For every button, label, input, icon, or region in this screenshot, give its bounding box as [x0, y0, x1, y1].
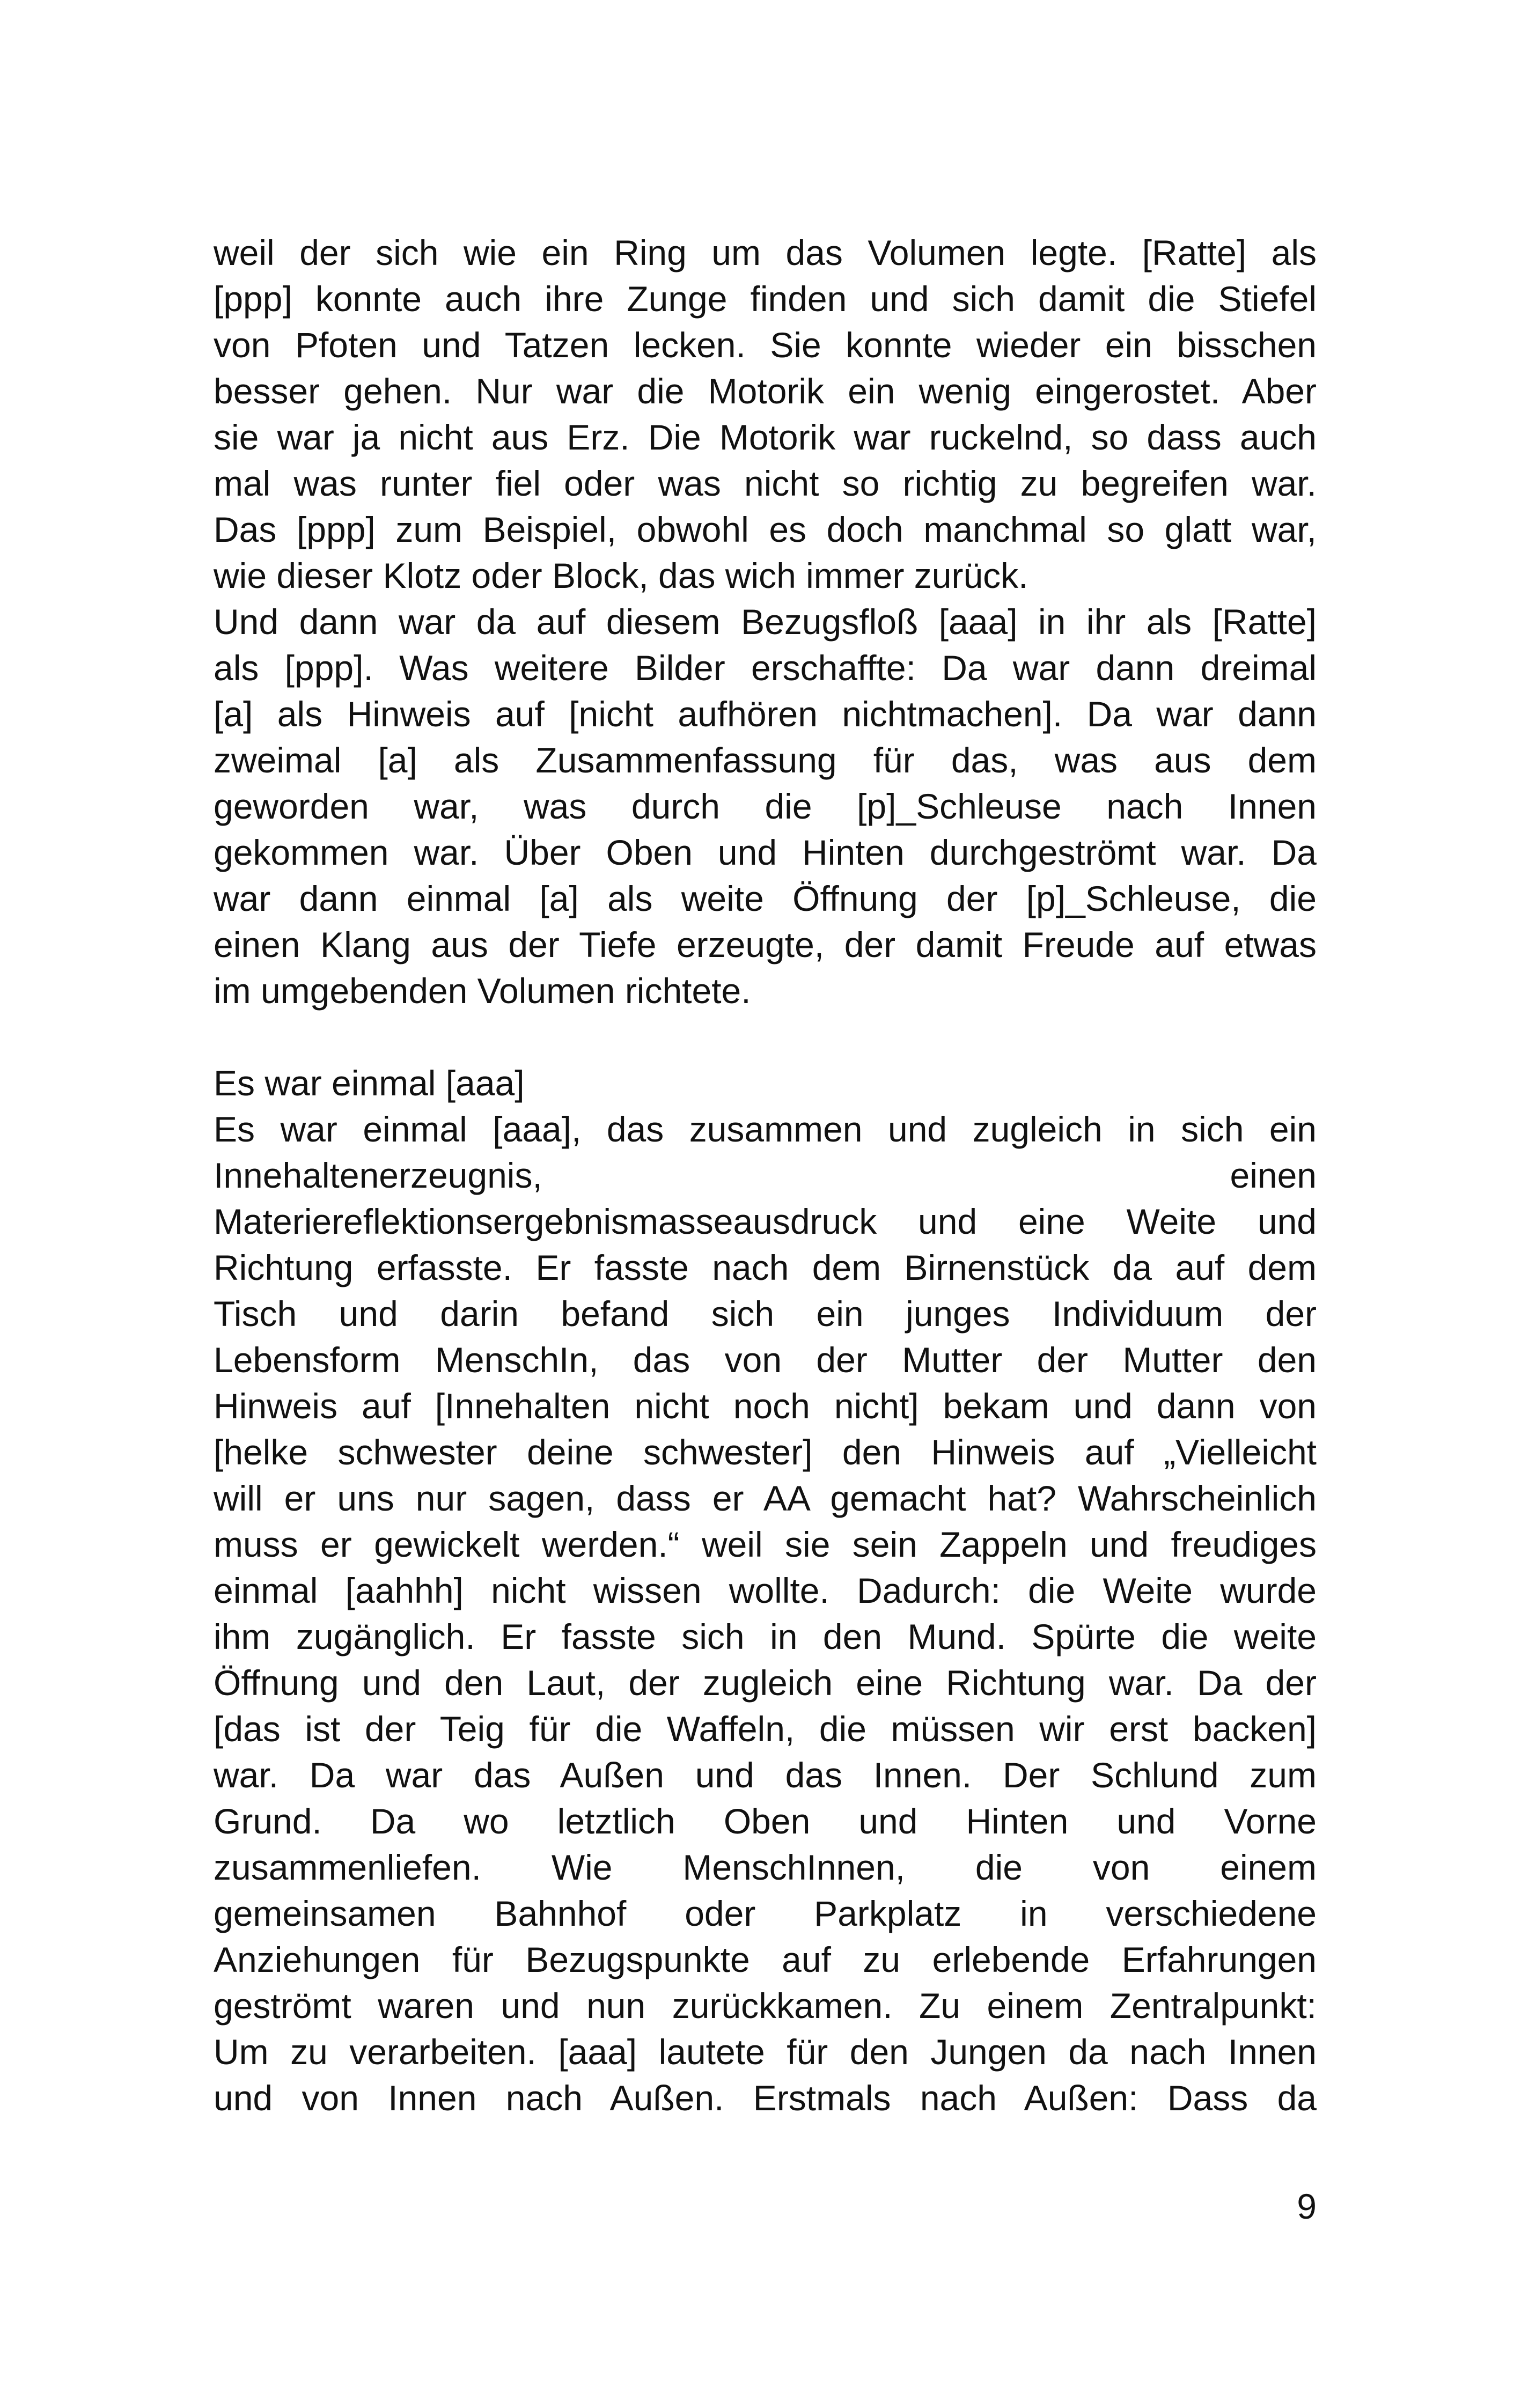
text-line: als [ppp]. Was weitere Bilder erschaffte: Da war dann dreimal [214, 648, 1317, 688]
text-line: [ppp] konnte auch ihre Zunge finden und sich damit die Stiefel [214, 279, 1317, 319]
section-heading [214, 1060, 1317, 1106]
body-text [214, 230, 1317, 2121]
text-line: geströmt waren und nun zurückkamen. Zu einem Zentralpunkt: [214, 1986, 1317, 2026]
text-line: Richtung erfasste. Er fasste nach dem Birnenstück da auf dem [214, 1248, 1317, 1287]
text-line: ihm zugänglich. Er fasste sich in den Mund. Spürte die weite [214, 1617, 1317, 1656]
text-line: einen Klang aus der Tiefe erzeugte, der damit Freude auf etwas [214, 925, 1317, 964]
text-line: mal was runter fiel oder was nicht so richtig zu begreifen war. [214, 463, 1317, 503]
text-line: weil der sich wie ein Ring um das Volumen legte. [Ratte] als [214, 233, 1317, 273]
text-line: will er uns nur sagen, dass er AA gemacht hat? Wahrscheinlich [214, 1478, 1317, 1518]
text-line: und von Innen nach Außen. Erstmals nach Außen: Dass da [214, 2078, 1317, 2118]
text-line: von Pfoten und Tatzen lecken. Sie konnte wieder ein bisschen [214, 325, 1317, 365]
text-line: Das [ppp] zum Beispiel, obwohl es doch manchmal so glatt war, [214, 510, 1317, 549]
text-line: [a] als Hinweis auf [nicht aufhören nichtmachen]. Da war dann [214, 694, 1317, 734]
text-line: Hinweis auf [Innehalten nicht noch nicht] bekam und dann von [214, 1386, 1317, 1426]
paragraph [214, 1106, 1317, 2121]
text-line: [helke schwester deine schwester] den Hinweis auf „Vielleicht [214, 1432, 1317, 1472]
text-line: einmal [aahhh] nicht wissen wollte. Dadurch: die Weite wurde [214, 1571, 1317, 1610]
text-line: Materiereflektionsergebnismasseausdruck und eine Weite und [214, 1202, 1317, 1241]
text-line: Innehaltenerzeugnis, einen [214, 1155, 1317, 1195]
text-line: gemeinsamen Bahnhof oder Parkplatz in verschiedene [214, 1894, 1317, 1933]
text-line: besser gehen. Nur war die Motorik ein wenig eingerostet. Aber [214, 371, 1317, 411]
text-line: im umgebenden Volumen richtete. [214, 971, 751, 1011]
text-line: zweimal [a] als Zusammenfassung für das, was aus dem [214, 740, 1317, 780]
text-line: wie dieser Klotz oder Block, das wich immer zurück. [214, 556, 1028, 595]
text-line: war dann einmal [a] als weite Öffnung der [p]_Schleuse, die [214, 879, 1317, 918]
text-line: geworden war, was durch die [p]_Schleuse nach Innen [214, 786, 1317, 826]
text-line: war. Da war das Außen und das Innen. Der Schlund zum [214, 1755, 1317, 1795]
text-line: Um zu verarbeiten. [aaa] lautete für den Jungen da nach Innen [214, 2032, 1317, 2072]
paragraph-spacer [214, 1014, 1317, 1060]
text-line: Lebensform MenschIn, das von der Mutter der Mutter den [214, 1340, 1317, 1380]
text-line: Anziehungen für Bezugspunkte auf zu erlebende Erfahrungen [214, 1940, 1317, 1979]
paragraph [214, 230, 1317, 599]
text-line: muss er gewickelt werden.“ weil sie sein Zappeln und freudiges [214, 1525, 1317, 1564]
text-line: sie war ja nicht aus Erz. Die Motorik war ruckelnd, so dass auch [214, 417, 1317, 457]
text-line: zusammenliefen. Wie MenschInnen, die von einem [214, 1847, 1317, 1887]
text-line: Tisch und darin befand sich ein junges Individuum der [214, 1294, 1317, 1334]
page-number: 9 [1297, 2186, 1317, 2226]
paragraph [214, 599, 1317, 1014]
text-line: Und dann war da auf diesem Bezugsfloß [aaa] in ihr als [Ratte] [214, 602, 1317, 642]
text-line: [das ist der Teig für die Waffeln, die müssen wir erst backen] [214, 1709, 1317, 1749]
text-line: Grund. Da wo letztlich Oben und Hinten und Vorne [214, 1801, 1317, 1841]
text-line: gekommen war. Über Oben und Hinten durchgeströmt war. Da [214, 833, 1317, 872]
text-line: Es war einmal [aaa], das zusammen und zugleich in sich ein [214, 1109, 1317, 1149]
text-line: Öffnung und den Laut, der zugleich eine Richtung war. Da der [214, 1663, 1317, 1703]
heading-line: Es war einmal [aaa] [214, 1063, 525, 1103]
